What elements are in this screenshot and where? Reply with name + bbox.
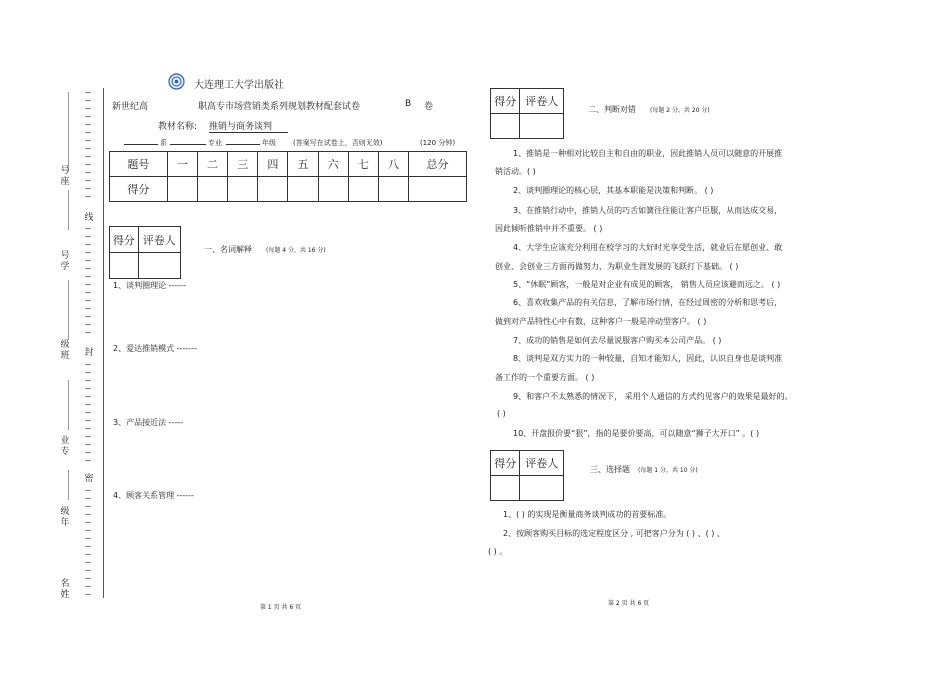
blank-grade [226,143,260,145]
score-table [109,151,467,202]
textbook-label: 教材名称: [158,122,198,132]
grader-box-score-cell[interactable] [491,476,520,501]
score-cell[interactable] [378,177,408,202]
grader-box-grader-label: 评卷人 [520,89,564,114]
tf-line: 7、成功的销售是如何去尽量说服客户购买本公司产品。 ( ) [513,336,722,345]
margin-rule-left [68,470,69,500]
tf-line: 1、推销是一种相对比较自主和自由的职业，因此推销人员可以随意的开展推 [513,149,783,158]
question-1: 1、谈判圈理论 ------ [113,281,186,290]
margin-label: 专 [60,447,70,457]
grader-box [490,88,564,139]
question-3: 3、产品接近法 ----- [113,418,184,427]
tf-line: 5、“休眠”顾客，一般是对企业有成见的顾客， 销售人员应该避而远之。 ( ) [513,280,781,289]
tf-line: 创业、会创业三方面再做努力，为职业生涯发展的飞跃打下基础。 ( ) [495,262,739,271]
margin-label: 年 [60,518,70,528]
tf-line: 备工作的一个重要方面。 ( ) [495,373,595,382]
page-footer: 第 2 页 共 6 页 [608,600,650,607]
score-header-cell: 三 [228,152,258,177]
tf-line: 销活动。( ) [495,167,536,176]
blank-department [124,143,158,145]
grader-box-grader-cell[interactable] [138,253,180,279]
grader-box-score-cell[interactable] [110,253,139,279]
score-header-cell: 二 [197,152,227,177]
score-header-cell: 五 [288,152,318,177]
grader-box [109,226,181,279]
score-cell[interactable] [318,177,348,202]
margin-label: 线 [84,213,94,223]
score-cell[interactable] [167,177,197,202]
margin-label: 学 [60,262,70,272]
score-row-label: 得分 [110,177,168,202]
label-major: 专业 [208,139,222,147]
section-2-title: 二、判断对错 [588,105,636,114]
label-grade: 年级 [262,139,276,147]
section-3-title: 三、选择题 [590,465,630,474]
margin-label: 级 [60,340,70,350]
score-table-header [110,152,467,177]
margin-label: 号 [60,166,70,176]
margin-label: 名 [60,579,70,589]
label-department: 系 [160,139,167,147]
section-1-title: 一、名词解释 [204,245,252,254]
exam-time: (120 分钟) [420,139,456,147]
score-cell[interactable] [197,177,227,202]
tf-line: 8、谈判是双方实力的一种较量，自知才能知人，因此，认识自身也是谈判准 [513,354,783,363]
grader-box-grader-cell[interactable] [520,114,564,139]
question-4: 4、顾客关系管理 ------ [113,491,194,500]
publisher-logo-icon [168,73,185,90]
mc-line: 1、( ) 的实现是衡量商务谈判成功的首要标准。 [503,510,672,519]
score-header-cell: 六 [318,152,348,177]
section-1-note: (每题 4 分，共 16 分) [266,247,326,254]
tf-line: 6、喜欢收集产品的有关信息，了解市场行情，在经过周密的分析和思考后， [513,298,783,307]
score-cell[interactable] [228,177,258,202]
section-2-note: (每题 2 分，共 20 分) [650,107,710,114]
score-header-cell: 一 [167,152,197,177]
tf-line: 10、开盘报价要“狠”，指的是要价要高，可以随意“狮子大开口” 。( ) [513,429,760,438]
margin-label: 密 [84,474,94,484]
series-title: 职高专市场营销类系列规划教材配套试卷 [198,102,361,112]
score-cell[interactable] [409,177,467,202]
score-cell[interactable] [348,177,378,202]
tf-line: 3、在推销行动中，推销人员的巧舌如簧往往能让客户臣服，从而达成交易， [513,206,783,215]
tf-line: ( ) [497,409,506,418]
dotted-cut-line [84,92,94,597]
paper-suffix: 卷 [424,102,434,112]
score-header-cell: 七 [348,152,378,177]
grader-box-score-label: 得分 [491,451,520,476]
grader-box [490,450,564,501]
margin-label: 封 [84,348,94,358]
score-cell[interactable] [288,177,318,202]
grader-box-score-label: 得分 [491,89,520,114]
tf-line: 9、和客户不太熟悉的情况下， 采用个人通信的方式约见客户的效果是最好的。 [513,392,793,401]
margin-label: 班 [60,351,70,361]
score-header-cell: 总分 [409,152,467,177]
mc-line: 2、按顾客购买目标的选定程度区分 , 可把客户分为 ( ) 、( ) 、 [503,529,725,538]
margin-label: 业 [60,436,70,446]
margin-label: 姓 [60,590,70,600]
grader-box-score-label: 得分 [110,227,139,253]
score-header-cell: 八 [378,152,408,177]
margin-rule-left [68,92,69,172]
grader-box-grader-label: 评卷人 [520,451,564,476]
blank-major [170,143,206,145]
margin-label: 座 [60,177,70,187]
margin-label: 号 [60,251,70,261]
mc-line: ( ) 。 [488,547,508,556]
score-header-cell: 题号 [110,152,168,177]
grader-box-grader-cell[interactable] [520,476,564,501]
question-2: 2、爱达推销模式 ------- [113,344,197,353]
grader-box-score-cell[interactable] [491,114,520,139]
score-table-row [110,177,467,202]
margin-rule-left [68,280,69,340]
score-header-cell: 四 [258,152,288,177]
score-cell[interactable] [258,177,288,202]
tf-line: 4、大学生应该充分利用在校学习的大好时光享受生活，就业后在愿创业、敢 [513,243,783,252]
margin-rule-left [68,190,69,230]
tf-line: 2、谈判圈理论的核心层，其基本职能是决策和判断。 ( ) [513,186,714,195]
section-3-note: (每题 1 分，共 10 分) [638,467,698,474]
tf-line: 因此倾听推销中并不重要。 ( ) [495,224,603,233]
tf-line: 做到对产品特性心中有数，这种客户一般是冲动型客户。 ( ) [495,317,707,326]
margin-label: 级 [60,507,70,517]
series-title-left: 新世纪高 [112,102,149,112]
margin-rule-left [68,380,69,430]
margin-rule [103,88,104,598]
paper-label: B [405,99,412,109]
grader-box-grader-label: 评卷人 [138,227,180,253]
answer-note: (答案写在试卷上，否则无效) [293,139,383,147]
textbook-name: 推销与商务谈判 [209,119,288,133]
publisher-name: 大连理工大学出版社 [194,80,284,91]
page-footer: 第 1 页 共 6 页 [260,604,302,611]
